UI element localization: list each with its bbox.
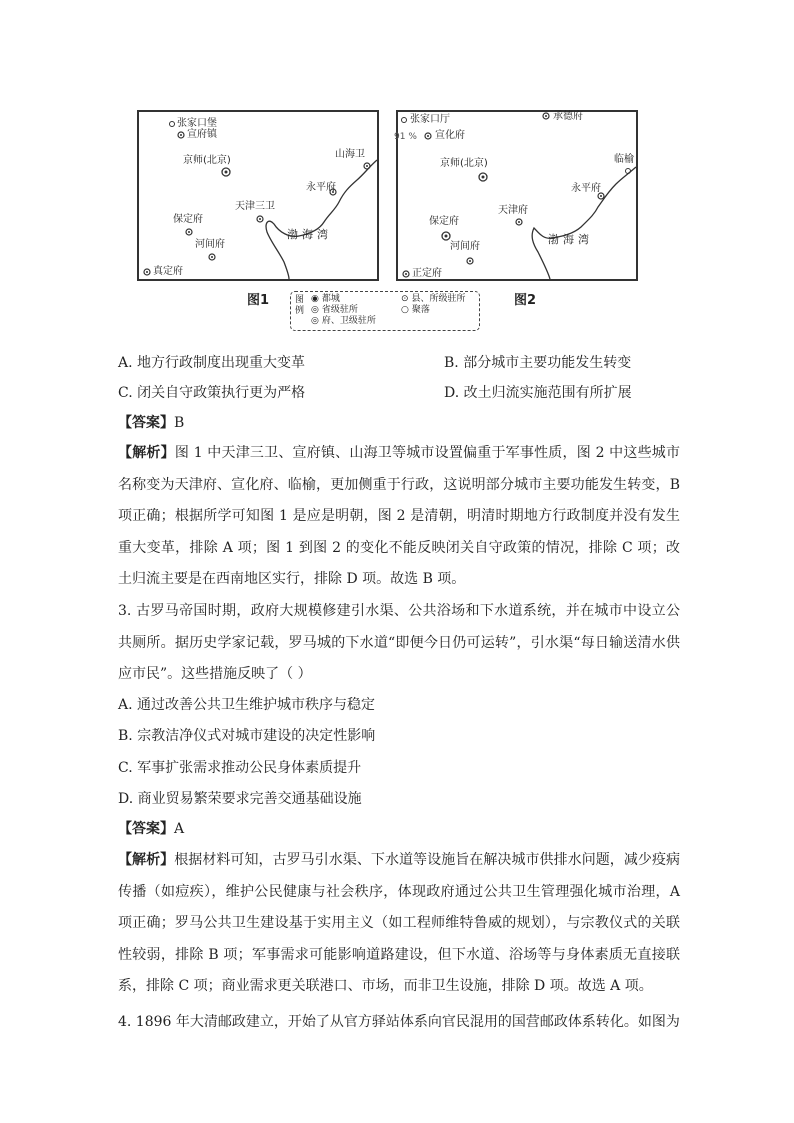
q2-option-c: C. 闭关自守政策执行更为严格 bbox=[118, 385, 306, 401]
label-tianjin-sanwei: 天津三卫 bbox=[235, 201, 275, 212]
q3-analysis: 【解析】根据材料可知，古罗马引水渠、下水道等设施旨在解决城市供排水问题，减少疫病传播（如痘疾），维护公民健康与社会秩序，体现政府通过公共卫生管理强化城市治理，A 项正确；罗马公共卫生建设基于实用主义（如工程师维特鲁威的规划），与宗教仪式的关联性较弱，排除 B 项；军事需求可能影响道路建设，但下水道、浴场等与身体素质无直接联系，排除 C 项；商业需求更关联港口、市场，而非卫生设施，排除 D 项。故选 A 项。 bbox=[118, 852, 681, 994]
q2-option-b: B. 部分城市主要功能发生转变 bbox=[444, 355, 632, 371]
q2-option-a: A. 地方行政制度出现重大变革 bbox=[118, 355, 306, 371]
label-chengde-fu: 承德府 bbox=[553, 111, 583, 122]
provincial-symbol-icon: ◎ bbox=[311, 305, 319, 315]
label-yongping-fu: 永平府 bbox=[306, 182, 336, 193]
legend-item-provincial: ◎ 省级驻所 bbox=[311, 305, 358, 315]
overlay-percent: 91 % bbox=[394, 132, 417, 142]
label-hejian-fu: 河间府 bbox=[195, 239, 225, 250]
q3-option-b: B. 宗教洁净仪式对城市建设的决定性影响 bbox=[118, 728, 376, 744]
map-legend bbox=[290, 291, 480, 331]
q2-option-d: D. 改土归流实施范围有所扩展 bbox=[444, 385, 632, 401]
label-bohai-bay: 渤海湾 bbox=[287, 228, 332, 241]
label-linyu: 临榆 bbox=[614, 154, 634, 165]
figure-2-caption: 图2 bbox=[514, 293, 537, 308]
label-zhengding-fu: 正定府 bbox=[412, 268, 442, 279]
label-xuanhua-fu: 宣化府 bbox=[435, 130, 465, 141]
q3-stem: 3. 古罗马帝国时期，政府大规模修建引水渠、公共浴场和下水道系统，并在城市中设立公共厕所。据历史学家记载，罗马城的下水道“即便今日仍可运转”，引水渠“每日输送清水供应市民”。这些措施反映了（ ） bbox=[118, 603, 680, 682]
legend-title: 图例 bbox=[295, 295, 305, 316]
label-yongping-fu: 永平府 bbox=[571, 183, 601, 194]
q3-answer: 【答案】A bbox=[118, 821, 185, 837]
label-hejian-fu: 河间府 bbox=[450, 241, 480, 252]
q4-stem: 4. 1896 年大清邮政建立，开始了从官方驿站体系向官民混用的国营邮政体系转化。如图为 bbox=[118, 1014, 680, 1030]
q3-option-d: D. 商业贸易繁荣要求完善交通基础设施 bbox=[118, 791, 362, 807]
legend-item-capital: ◉ 都城 bbox=[311, 294, 340, 304]
label-capital: 京师(北京) bbox=[440, 158, 488, 169]
label-baoding-fu: 保定府 bbox=[429, 216, 459, 227]
label-zhending-fu: 真定府 bbox=[153, 266, 183, 277]
label-xuanfu-zhen: 宣府镇 bbox=[187, 129, 217, 140]
legend-item-county: ⊙ 县、所级驻所 bbox=[401, 294, 466, 304]
label-shanhai-wei: 山海卫 bbox=[335, 149, 365, 160]
q2-answer: 【答案】B bbox=[118, 415, 185, 431]
label-tianjin-fu: 天津府 bbox=[498, 205, 528, 216]
figure-2-map bbox=[396, 110, 638, 281]
legend-item-prefecture: ◎ 府、卫级驻所 bbox=[311, 316, 376, 326]
county-symbol-icon: ⊙ bbox=[401, 294, 409, 304]
q3-option-a: A. 通过改善公共卫生维护城市秩序与稳定 bbox=[118, 697, 376, 713]
label-capital: 京师(北京) bbox=[183, 155, 231, 166]
legend-item-settlement: ○ 聚落 bbox=[401, 305, 430, 315]
q2-analysis: 【解析】图 1 中天津三卫、宣府镇、山海卫等城市设置偏重于军事性质，图 2 中这些城市名称变为天津府、宣化府、临榆，更加侧重于行政，这说明部分城市主要功能发生转变，B 项正确；根据所学可知图 1 是应是明朝，图 2 是清朝，明清时期地方行政制度并没有发生重大变革，排除 A 项；图 1 到图 2 的变化不能反映闭关自守政策的情况，排除 C 项；改土归流主要是在西南地区实行，排除 D 项。故选 B 项。 bbox=[118, 445, 680, 587]
prefecture-symbol-icon: ◎ bbox=[311, 316, 319, 326]
figure-1-caption: 图1 bbox=[247, 293, 270, 308]
figure-2-coastline bbox=[398, 112, 636, 279]
label-bohai-bay: 渤海湾 bbox=[548, 233, 593, 246]
label-zhangjiakou-ting: 张家口厅 bbox=[410, 114, 450, 125]
capital-symbol-icon: ◉ bbox=[311, 294, 319, 304]
figure-1-coastline bbox=[139, 112, 377, 279]
label-baoding-fu: 保定府 bbox=[173, 214, 203, 225]
q3-option-c: C. 军事扩张需求推动公民身体素质提升 bbox=[118, 760, 362, 776]
figure-1-map bbox=[137, 110, 379, 281]
settlement-symbol-icon: ○ bbox=[401, 305, 409, 315]
label-zhangjiakou-bao: 张家口堡 bbox=[177, 118, 217, 129]
